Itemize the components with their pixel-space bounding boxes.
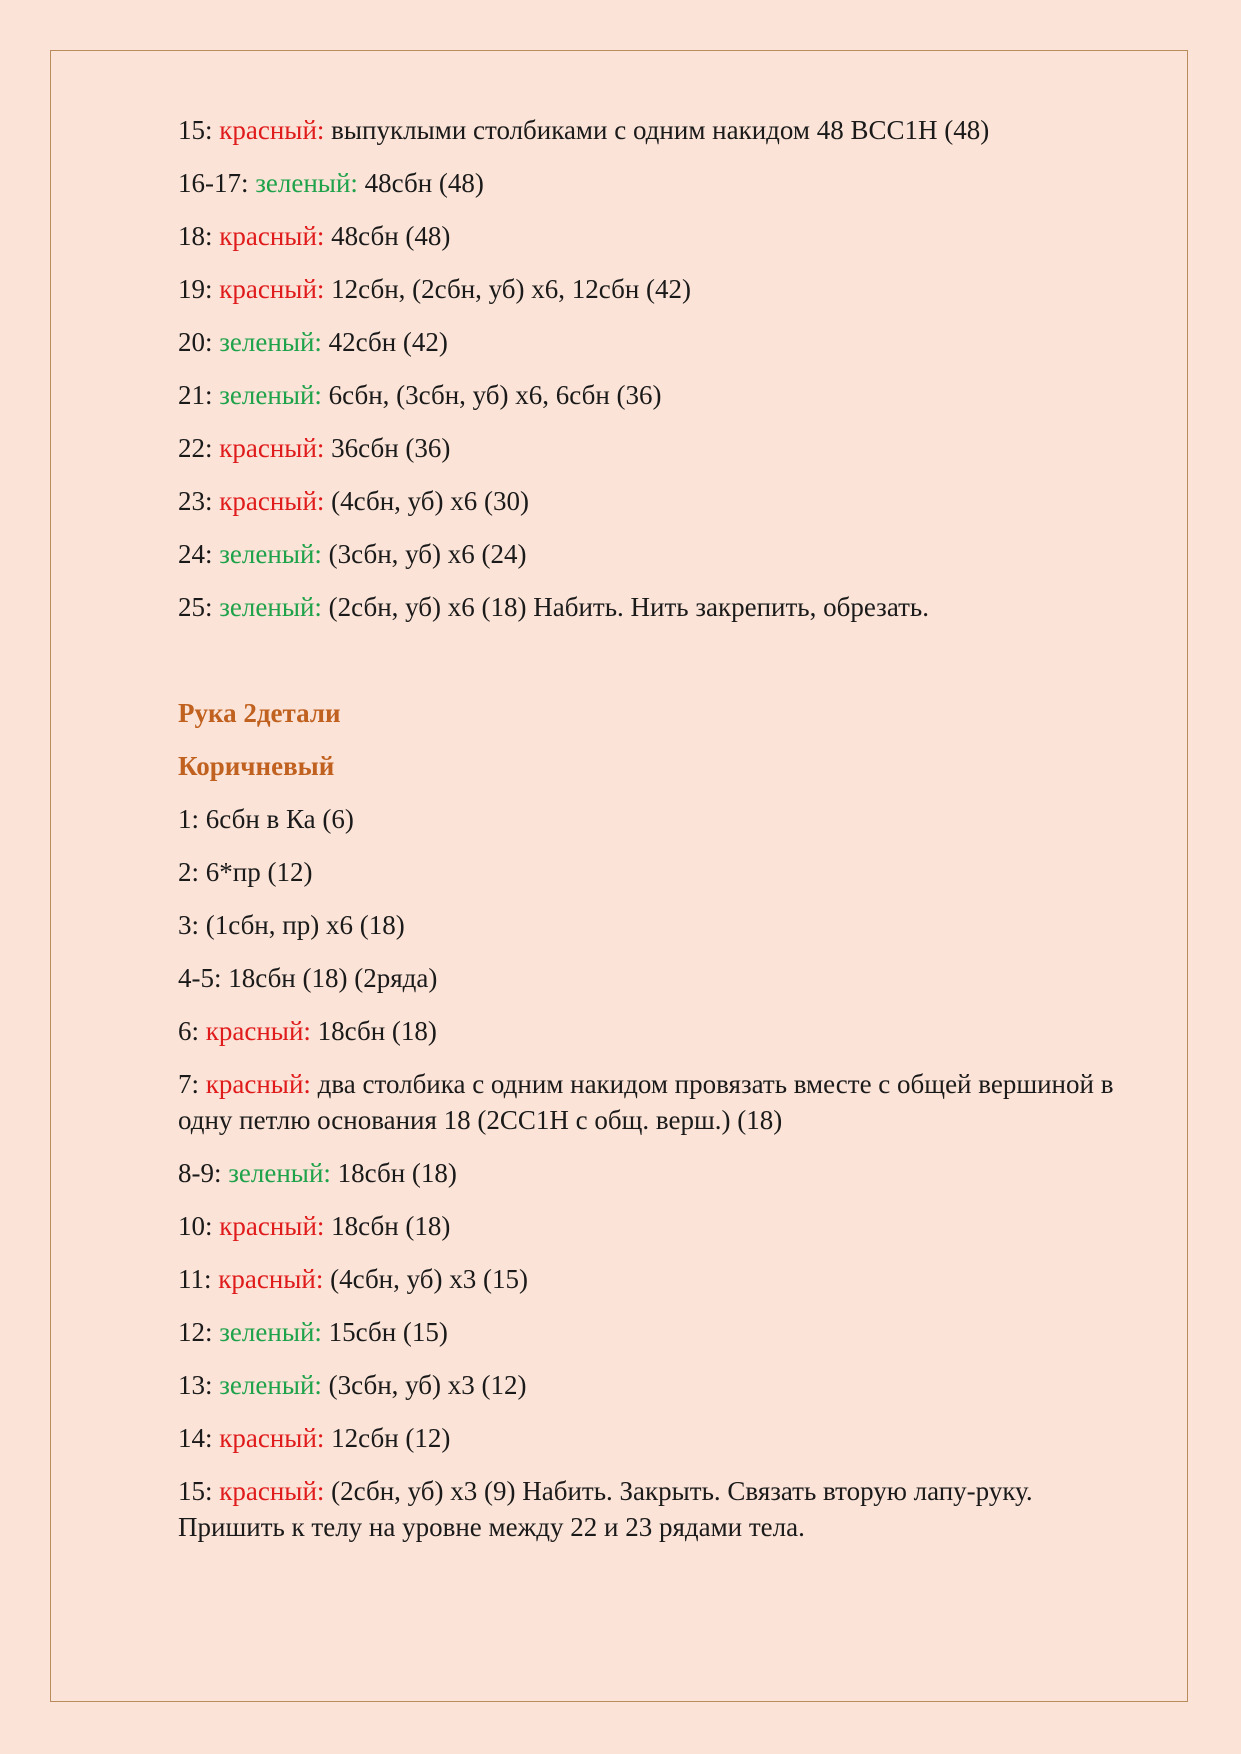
row-number: 1:: [178, 804, 200, 834]
pattern-row: [178, 218, 1128, 254]
pattern-row: [178, 1367, 1128, 1403]
section-title: Рука 2детали: [178, 698, 341, 728]
row-instruction: 15сбн (15): [328, 1317, 448, 1347]
row-number: 23:: [178, 486, 213, 516]
row-number: 21:: [178, 380, 213, 410]
row-instruction: 18сбн (18): [337, 1158, 457, 1188]
row-instruction: 48сбн (48): [331, 221, 451, 251]
pattern-row: [178, 801, 1128, 837]
row-number: 8-9:: [178, 1158, 222, 1188]
pattern-row: [178, 324, 1128, 360]
row-instruction: (1сбн, пр) х6 (18): [205, 910, 405, 940]
pattern-row: [178, 1261, 1128, 1297]
row-number: 12:: [178, 1317, 213, 1347]
row-number: 22:: [178, 433, 213, 463]
yarn-color-label: красный:: [219, 1211, 325, 1241]
row-number: 15:: [178, 115, 213, 145]
row-instruction: 48сбн (48): [364, 168, 484, 198]
yarn-color-label: зеленый:: [219, 1370, 322, 1400]
yarn-color-label: красный:: [219, 115, 325, 145]
pattern-row: [178, 1420, 1128, 1456]
yarn-color-label: зеленый:: [219, 380, 322, 410]
row-instruction: два столбика с одним накидом провязать вместе с общей вершиной в одну петлю основания 18 (2СС1Н с общ. верш.) (18): [178, 1069, 1114, 1135]
row-instruction: 36сбн (36): [331, 433, 451, 463]
row-number: 19:: [178, 274, 213, 304]
row-instruction: 12сбн (12): [331, 1423, 451, 1453]
row-instruction: (3сбн, уб) х6 (24): [328, 539, 527, 569]
yarn-color-label: красный:: [205, 1069, 311, 1099]
row-number: 4-5:: [178, 963, 222, 993]
row-number: 18:: [178, 221, 213, 251]
row-instruction: (3сбн, уб) х3 (12): [328, 1370, 527, 1400]
row-instruction: (4сбн, уб) х3 (15): [330, 1264, 528, 1294]
pattern-row: [178, 112, 1128, 148]
row-instruction: 6сбн, (3сбн, уб) х6, 6сбн (36): [328, 380, 662, 410]
pattern-row: [178, 1013, 1128, 1049]
section-subtitle: Коричневый: [178, 751, 335, 781]
yarn-color-label: зеленый:: [219, 1317, 322, 1347]
row-instruction: (4сбн, уб) х6 (30): [331, 486, 530, 516]
row-number: 7:: [178, 1069, 200, 1099]
pattern-row: [178, 907, 1128, 943]
pattern-row: [178, 1473, 1128, 1545]
row-number: 10:: [178, 1211, 213, 1241]
row-instruction: 18сбн (18): [317, 1016, 437, 1046]
row-instruction: (2сбн, уб) х3 (9) Набить. Закрыть. Связать вторую лапу-руку. Пришить к телу на уровне между 22 и 23 рядами тела.: [178, 1476, 1033, 1542]
pattern-row: [178, 589, 1128, 625]
yarn-color-label: зеленый:: [228, 1158, 331, 1188]
row-instruction: 18сбн (18) (2ряда): [228, 963, 438, 993]
row-number: 13:: [178, 1370, 213, 1400]
pattern-row: [178, 377, 1128, 413]
row-number: 25:: [178, 592, 213, 622]
pattern-row: [178, 960, 1128, 996]
row-instruction: 42сбн (42): [328, 327, 448, 357]
pattern-row: [178, 1155, 1128, 1191]
pattern-row: [178, 536, 1128, 572]
yarn-color-label: красный:: [219, 1423, 325, 1453]
yarn-color-label: зеленый:: [219, 539, 322, 569]
row-number: 3:: [178, 910, 200, 940]
yarn-color-label: красный:: [205, 1016, 311, 1046]
pattern-row: [178, 1208, 1128, 1244]
yarn-color-label: зеленый:: [255, 168, 358, 198]
section-spacer: [178, 642, 1128, 695]
row-number: 6:: [178, 1016, 200, 1046]
row-number: 2:: [178, 857, 200, 887]
row-instruction: 6*пр (12): [205, 857, 313, 887]
pattern-row: [178, 1314, 1128, 1350]
pattern-section-body: [178, 112, 1128, 625]
yarn-color-label: красный:: [219, 221, 325, 251]
pattern-row: [178, 165, 1128, 201]
arm-pattern-body: [178, 801, 1128, 1545]
yarn-color-label: красный:: [218, 1264, 324, 1294]
row-instruction: 6сбн в Ка (6): [205, 804, 354, 834]
yarn-color-label: зеленый:: [219, 592, 322, 622]
pattern-row: [178, 430, 1128, 466]
row-number: 24:: [178, 539, 213, 569]
row-instruction: (2сбн, уб) х6 (18) Набить. Нить закрепить, обрезать.: [328, 592, 929, 622]
pattern-row: [178, 854, 1128, 890]
yarn-color-label: красный:: [219, 433, 325, 463]
row-number: 20:: [178, 327, 213, 357]
row-number: 11:: [178, 1264, 212, 1294]
row-instruction: выпуклыми столбиками с одним накидом 48 ВСС1Н (48): [331, 115, 990, 145]
row-number: 14:: [178, 1423, 213, 1453]
pattern-row: [178, 483, 1128, 519]
yarn-color-label: красный:: [219, 1476, 325, 1506]
pattern-row: [178, 271, 1128, 307]
yarn-color-label: зеленый:: [219, 327, 322, 357]
document-content: [178, 112, 1128, 1562]
row-number: 15:: [178, 1476, 213, 1506]
yarn-color-label: красный:: [219, 274, 325, 304]
row-instruction: 12сбн, (2сбн, уб) х6, 12сбн (42): [331, 274, 692, 304]
yarn-color-label: красный:: [219, 486, 325, 516]
row-number: 16-17:: [178, 168, 249, 198]
pattern-row: [178, 1066, 1128, 1138]
row-instruction: 18сбн (18): [331, 1211, 451, 1241]
